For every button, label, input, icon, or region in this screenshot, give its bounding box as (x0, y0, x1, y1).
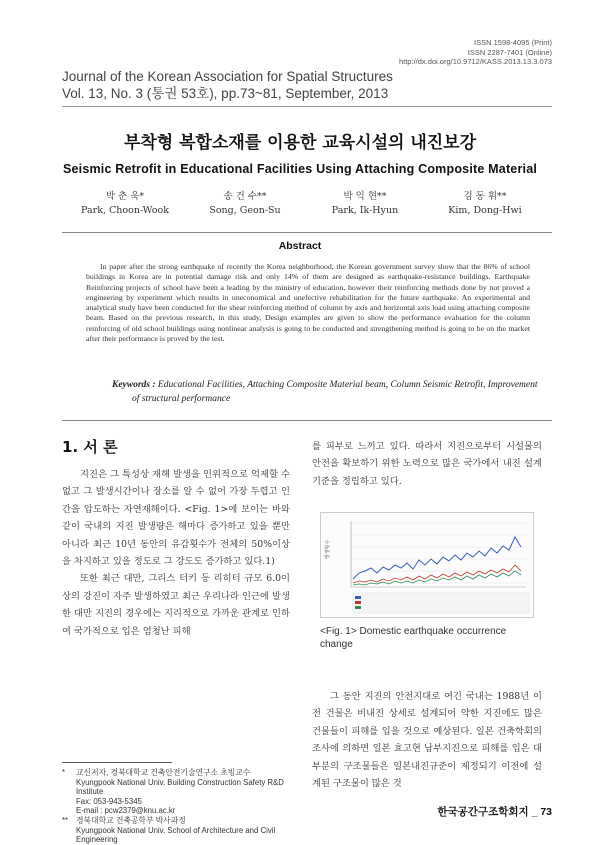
abstract-divider (62, 232, 552, 233)
abstract-heading: Abstract (278, 240, 322, 252)
keywords-line-2: of structural performance (132, 394, 231, 404)
author-name-ko: 김 동 휘** (463, 191, 507, 202)
journal-volume: Vol. 13, No. 3 (통권 53호), pp.73~81, September, 2013 (62, 86, 389, 101)
footnote-email[interactable]: E-mail : pcw2379@knu.ac.kr (76, 806, 176, 816)
keywords (112, 378, 560, 406)
earthquake-chart-graphic (321, 513, 533, 617)
title-korean: 부착형 복합소재를 이용한 교육시설의 내진보강 (123, 133, 477, 153)
right-column-bottom: 그 동안 지진의 안전지대로 여긴 국내는 1988년 이전 건물은 비내진 상세로 설계되어 약한 지진에도 많은 건물들이 피해를 입을 것으로 예상된다. 일본 건축학회의 조사에 의하면 일본 효고현 남부지진으로 피해를 입은 대부분의 구조물들은 일본내진규준이 제정되기 이전에 설계된 구조물이 많은 것 (312, 691, 542, 790)
author (190, 190, 300, 218)
author (310, 190, 420, 218)
author-name-ko: 박 춘 욱* (105, 191, 145, 202)
header-divider (62, 106, 552, 107)
keywords-line-1: Educational Facilities, Attaching Composite Material beam, Column Seismic Retrofit, Improvement (157, 380, 538, 390)
figure-chart (320, 512, 534, 618)
journal-name: Journal of the Korean Association for Spatial Structures (62, 69, 393, 84)
journal-header (62, 68, 393, 102)
footnote-line: Kyungpook National Univ. Building Construction Safety R&D Institute (76, 777, 284, 797)
author-name-en: Park, Ik-Hyun (331, 205, 399, 216)
footnotes (62, 768, 302, 845)
footnote-line: Fax: 053-943-5345 (76, 796, 142, 806)
footnote-line: 교신저자, 경북대학교 건축안전기술연구소 초빙교수 (76, 768, 251, 777)
author (70, 190, 180, 218)
right-column-top: 를 피부로 느끼고 있다. 따라서 지진으로부터 시설물의 안전을 확보하기 위한 노력으로 많은 국가에서 내진 설계기준을 정립하고 있다. (312, 441, 542, 487)
author-name-en: Song, Geon-Su (209, 205, 281, 216)
footnote (62, 816, 302, 845)
issn-block (399, 38, 552, 67)
title-english: Seismic Retrofit in Educational Facilities Using Attaching Composite Material (62, 162, 538, 176)
left-column (62, 466, 290, 640)
issn-print: ISSN 1598-4095 (Print) (474, 38, 552, 47)
body-paragraph: 또한 최근 대만, 그리스 터키 등 리히터 규모 6.0이상의 강진이 자주 발생하였고 최근 우리나라 인근에 발생한 대만 지진의 경우에는 지리적으로 가까운 관계로 인하여 국가적으로 입은 엄청난 피해 (62, 573, 290, 637)
keywords-label: Keywords : (112, 380, 156, 390)
author-name-en: Park, Choon-Wook (81, 205, 169, 216)
section-heading: 1. 서 론 (62, 438, 118, 456)
footnote-mark: ** (62, 815, 69, 825)
author-name-en: Kim, Dong-Hwi (448, 205, 522, 216)
author-name-ko: 송 건 수** (223, 191, 267, 202)
footnote-divider (62, 762, 172, 763)
footnote-mark: * (62, 768, 66, 777)
figure-caption: <Fig. 1> Domestic earthquake occurrence change (320, 626, 507, 650)
author-list (70, 190, 540, 218)
body-divider (62, 420, 552, 421)
footnote (62, 768, 302, 816)
issn-online: ISSN 2287-7401 (Online) (467, 47, 552, 57)
author-name-ko: 박 익 현** (343, 191, 387, 202)
body-paragraph: 지진은 그 특성상 재해 발생을 인위적으로 억제할 수 없고 그 발생시간이나 장소를 알 수 없어 가장 두렵고 인간을 압도하는 자연재해이다. <Fig. 1>에 보이는 바와 같이 국내의 지진 발생량은 해마다 증가하고 있을 뿐만 아니라 최근 10년 동안의 유감횟수가 전체의 50%이상을 차지하고 있을 정도로 그 강도도 증가하고 있다.1) (62, 469, 290, 568)
doi-link[interactable]: http://dx.doi.org/10.9712/KASS.2013.13.3.073 (398, 57, 552, 66)
author (430, 190, 540, 218)
abstract-text: In paper after the strong earthquake of recently the Korea neighborhood, the Korean government survey show that the 86% of school buildings in Korea are in potential damage risk and only 14% of them are designed as earthquake-resistance buildings. Earthquake Reinforcing projects of school have been a leading by the ministry of education, however their reinforcing methods done by not proved a engineering by experiment which results in uneconomical and unefective rehabilitation for the future earthquake. An experimental and analytical study have been conducted for the shear reinforcing method of column by axis and horizontal axis load using attaching composite beam. Based on the previous research, in this study, Design examples are given to show the performance evaluation for the column reinforcing of old school buildings using nonlinear analysis is going to be conducted and strengthening method is going to be on the market after their performance is proved by the test. (86, 262, 530, 344)
footnote-line: 경북대학교 건축공학부 박사과정 (76, 815, 186, 825)
page-footer: 한국공간구조학회지 _ 73 (437, 806, 552, 818)
chart-ylabel: 발생횟수 (325, 539, 331, 559)
footnote-line: Kyungpook National Univ. School of Architecture and Civil Engineering (76, 825, 276, 845)
